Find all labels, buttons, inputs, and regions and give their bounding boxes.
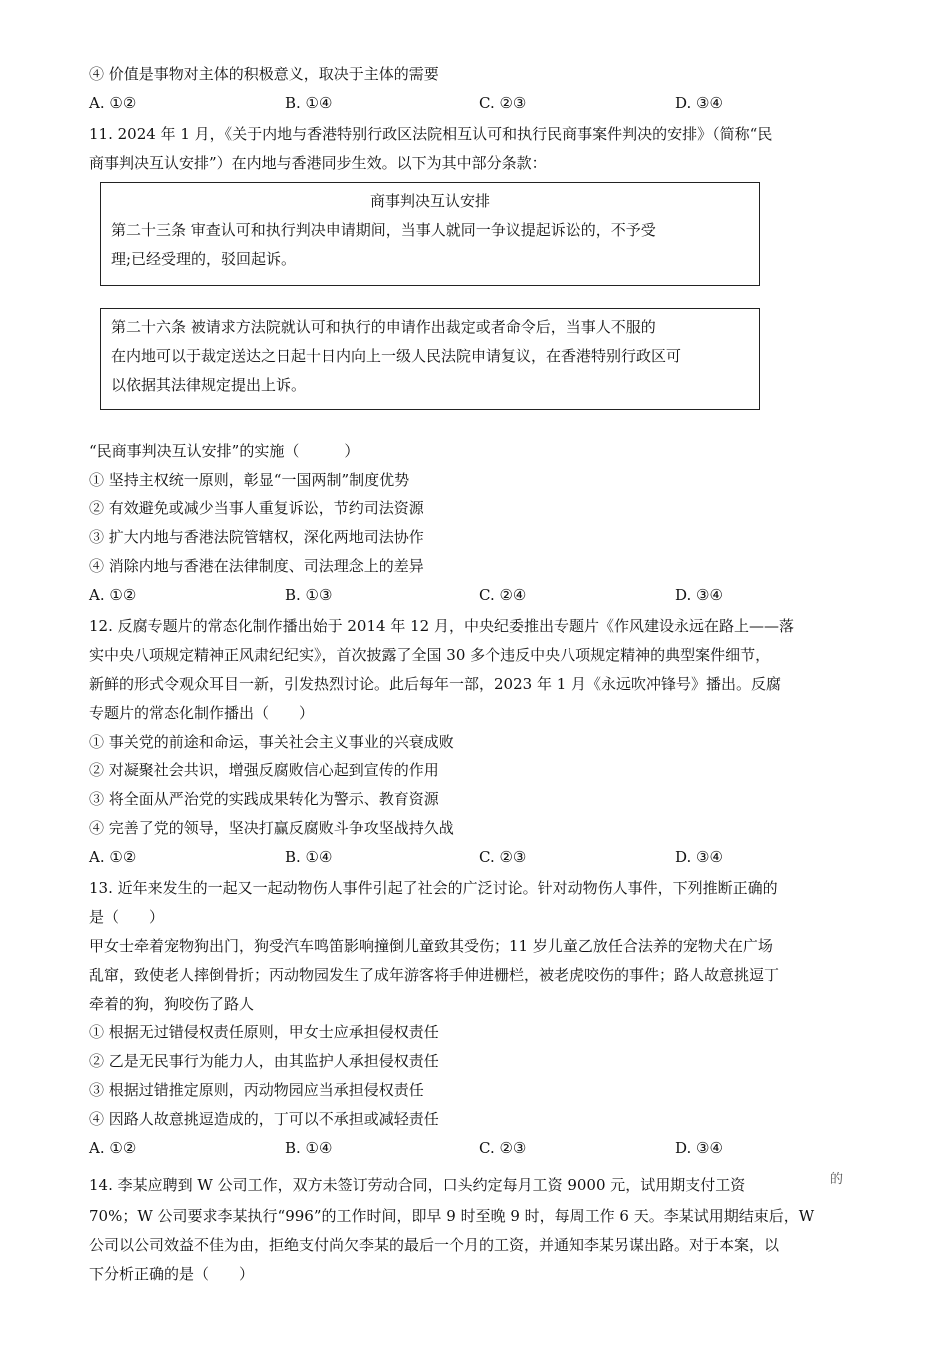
q13-options: [89, 1138, 849, 1158]
q10-option-d[interactable]: D. ③④: [675, 94, 723, 112]
q11-item-1: ① 坚持主权统一原则，彰显“一国两制”制度优势: [89, 471, 410, 489]
q11-box1-line-2: 理;已经受理的，驳回起诉。: [111, 250, 297, 268]
q14-stem-line-1: 14. 李某应聘到 W 公司工作，双方未签订劳动合同，口头约定每月工资 9000 元，试用期支付工资: [89, 1176, 746, 1194]
q11-option-c[interactable]: C. ②④: [479, 586, 527, 604]
q11-option-a[interactable]: A. ①②: [89, 586, 137, 604]
q12-option-d[interactable]: D. ③④: [675, 848, 723, 866]
q11-option-b[interactable]: B. ①③: [285, 586, 333, 604]
q11-box2-line-1: 第二十六条 被请求方法院就认可和执行的申请作出裁定或者命令后，当事人不服的: [111, 318, 656, 336]
q14-stem-line-4: 下分析正确的是（ ）: [89, 1265, 255, 1283]
q13-stem-line-1: 13. 近年来发生的一起又一起动物伤人事件引起了社会的广泛讨论。针对动物伤人事件，下列推断正确的: [89, 879, 778, 897]
q11-box2-line-2: 在内地可以于裁定送达之日起十日内向上一级人民法院申请复议，在香港特别行政区可: [111, 347, 682, 365]
q10-option-a[interactable]: A. ①②: [89, 94, 137, 112]
q12-options: [89, 847, 849, 867]
q13-case-line-1: 甲女士牵着宠物狗出门，狗受汽车鸣笛影响撞倒儿童致其受伤；11 岁儿童乙放任合法养的宠物犬在广场: [89, 937, 773, 955]
q10-option-b[interactable]: B. ①④: [285, 94, 333, 112]
q10-options: [89, 93, 849, 113]
q13-stem-line-2: 是（ ）: [89, 908, 165, 926]
q14-stray-character: 的: [830, 1172, 844, 1187]
q11-stem-line-2: 商事判决互认安排”）在内地与香港同步生效。以下为其中部分条款：: [89, 154, 547, 172]
q12-stem-line-4: 专题片的常态化制作播出（ ）: [89, 704, 315, 722]
q11-item-2: ② 有效避免或减少当事人重复诉讼，节约司法资源: [89, 499, 424, 517]
q11-box2-line-3: 以依据其法律规定提出上诉。: [111, 376, 307, 394]
q11-item-3: ③ 扩大内地与香港法院管辖权，深化两地司法协作: [89, 528, 424, 546]
q11-clause-box-1: [100, 182, 760, 286]
q13-case-line-2: 乱窜，致使老人摔倒骨折；丙动物园发生了成年游客将手伸进栅栏，被老虎咬伤的事件；路人故意挑逗丁: [89, 966, 780, 984]
q12-item-2: ② 对凝聚社会共识，增强反腐败信心起到宣传的作用: [89, 761, 439, 779]
q13-option-c[interactable]: C. ②③: [479, 1139, 527, 1157]
q11-item-4: ④ 消除内地与香港在法律制度、司法理念上的差异: [89, 557, 424, 575]
q11-options: [89, 585, 849, 605]
q11-box1-line-1: 第二十三条 审查认可和执行判决申请期间，当事人就同一争议提起诉讼的，不予受: [111, 221, 656, 239]
q11-stem-line-1: 11. 2024 年 1 月，《关于内地与香港特别行政区法院相互认可和执行民商事案件判决的安排》（简称“民: [89, 125, 773, 143]
q11-option-d[interactable]: D. ③④: [675, 586, 723, 604]
q10-option-c[interactable]: C. ②③: [479, 94, 527, 112]
q13-item-2: ② 乙是无民事行为能力人，由其监护人承担侵权责任: [89, 1052, 439, 1070]
q13-option-a[interactable]: A. ①②: [89, 1139, 137, 1157]
q13-option-b[interactable]: B. ①④: [285, 1139, 333, 1157]
q12-stem-line-1: 12. 反腐专题片的常态化制作播出始于 2014 年 12 月，中央纪委推出专题片《作风建设永远在路上——落: [89, 617, 794, 635]
q13-item-1: ① 根据无过错侵权责任原则，甲女士应承担侵权责任: [89, 1023, 439, 1041]
q10-item-4: ④ 价值是事物对主体的积极意义，取决于主体的需要: [89, 65, 439, 83]
q11-clause-box-2: [100, 308, 760, 410]
q14-stem-line-2: 70%；W 公司要求李某执行“996”的工作时间，即早 9 时至晚 9 时，每周工作 6 天。李某试用期结束后，W: [89, 1207, 815, 1225]
q12-option-c[interactable]: C. ②③: [479, 848, 527, 866]
q12-item-1: ① 事关党的前途和命运，事关社会主义事业的兴衰成败: [89, 733, 454, 751]
q12-option-a[interactable]: A. ①②: [89, 848, 137, 866]
q11-box-title: 商事判决互认安排: [369, 192, 490, 210]
q13-case-line-3: 牵着的狗，狗咬伤了路人: [89, 995, 255, 1013]
q14-stem-line-3: 公司以公司效益不佳为由，拒绝支付尚欠李某的最后一个月的工资，并通知李某另谋出路。对于本案，以: [89, 1236, 780, 1254]
q12-stem-line-2: 实中央八项规定精神正风肃纪纪实》，首次披露了全国 30 多个违反中央八项规定精神的典型案件细节，: [89, 646, 771, 664]
q13-item-4: ④ 因路人故意挑逗造成的，丁可以不承担或减轻责任: [89, 1110, 439, 1128]
q12-item-4: ④ 完善了党的领导，坚决打赢反腐败斗争攻坚战持久战: [89, 819, 454, 837]
q12-stem-line-3: 新鲜的形式令观众耳目一新，引发热烈讨论。此后每年一部，2023 年 1 月《永远吹冲锋号》播出。反腐: [89, 675, 782, 693]
q12-option-b[interactable]: B. ①④: [285, 848, 333, 866]
q13-option-d[interactable]: D. ③④: [675, 1139, 723, 1157]
q13-item-3: ③ 根据过错推定原则，丙动物园应当承担侵权责任: [89, 1081, 424, 1099]
q11-question: “民商事判决互认安排”的实施（ ）: [89, 442, 360, 460]
q12-item-3: ③ 将全面从严治党的实践成果转化为警示、教育资源: [89, 790, 439, 808]
